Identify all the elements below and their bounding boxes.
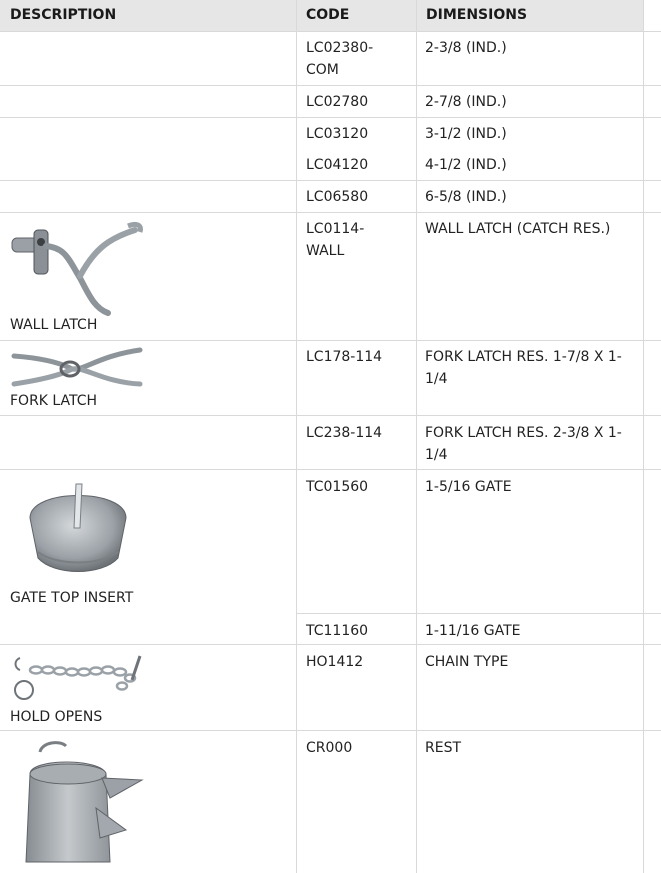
table-cell-dimensions: WALL LATCH (CATCH RES.) xyxy=(425,221,611,237)
table-cell-code: LC04120 xyxy=(306,157,369,173)
fork-latch-image xyxy=(10,344,144,390)
row-divider xyxy=(0,340,661,341)
row-divider xyxy=(0,469,661,470)
description-label: FORK LATCH xyxy=(10,393,98,409)
row-divider xyxy=(0,85,661,86)
column-divider xyxy=(416,0,417,873)
row-divider xyxy=(0,212,661,213)
table-cell-dimensions: FORK LATCH RES. 1-7/8 X 1- 1/4 xyxy=(425,349,622,387)
table-cell-code: LC03120 xyxy=(306,126,369,142)
table-cell-code: LC238-114 xyxy=(306,425,383,441)
description-label: GATE TOP INSERT xyxy=(10,590,134,606)
row-divider xyxy=(0,180,661,181)
table-cell-code: LC02780 xyxy=(306,94,369,110)
table-cell-dimensions: 2-3/8 (IND.) xyxy=(425,40,507,56)
table-cell-code: LC06580 xyxy=(306,189,369,205)
header-code: CODE xyxy=(297,0,416,31)
header-description: DESCRIPTION xyxy=(0,0,296,31)
table-cell-code: LC02380- COM xyxy=(306,40,374,78)
table-cell-dimensions: 4-1/2 (IND.) xyxy=(425,157,507,173)
column-divider xyxy=(296,0,297,873)
table-cell-dimensions: 3-1/2 (IND.) xyxy=(425,126,507,142)
table-cell-dimensions: 6-5/8 (IND.) xyxy=(425,189,507,205)
row-divider xyxy=(0,644,661,645)
row-divider xyxy=(0,117,661,118)
table-cell-dimensions: CHAIN TYPE xyxy=(425,654,509,670)
row-divider xyxy=(296,613,661,614)
hold-opens-chain-image xyxy=(10,650,144,702)
table-cell-dimensions: FORK LATCH RES. 2-3/8 X 1- 1/4 xyxy=(425,425,622,463)
row-divider xyxy=(0,31,661,32)
table-cell-dimensions: REST xyxy=(425,740,462,756)
row-divider xyxy=(0,730,661,731)
table-cell-code: CR000 xyxy=(306,740,353,756)
rest-image xyxy=(10,738,144,870)
table-cell-dimensions: 1-5/16 GATE xyxy=(425,479,512,495)
wall-latch-image xyxy=(10,218,145,316)
table-cell-dimensions: 2-7/8 (IND.) xyxy=(425,94,507,110)
description-label: HOLD OPENS xyxy=(10,709,103,725)
table-cell-dimensions: 1-11/16 GATE xyxy=(425,623,521,639)
table-cell-code: LC0114- WALL xyxy=(306,221,365,259)
gate-top-insert-image xyxy=(22,478,134,578)
row-divider xyxy=(0,415,661,416)
header-dimensions: DIMENSIONS xyxy=(417,0,643,31)
description-label: WALL LATCH xyxy=(10,317,98,333)
table-cell-code: TC01560 xyxy=(306,479,369,495)
table-cell-code: HO1412 xyxy=(306,654,364,670)
table-cell-code: LC178-114 xyxy=(306,349,383,365)
table-cell-code: TC11160 xyxy=(306,623,369,639)
column-divider xyxy=(643,0,644,873)
